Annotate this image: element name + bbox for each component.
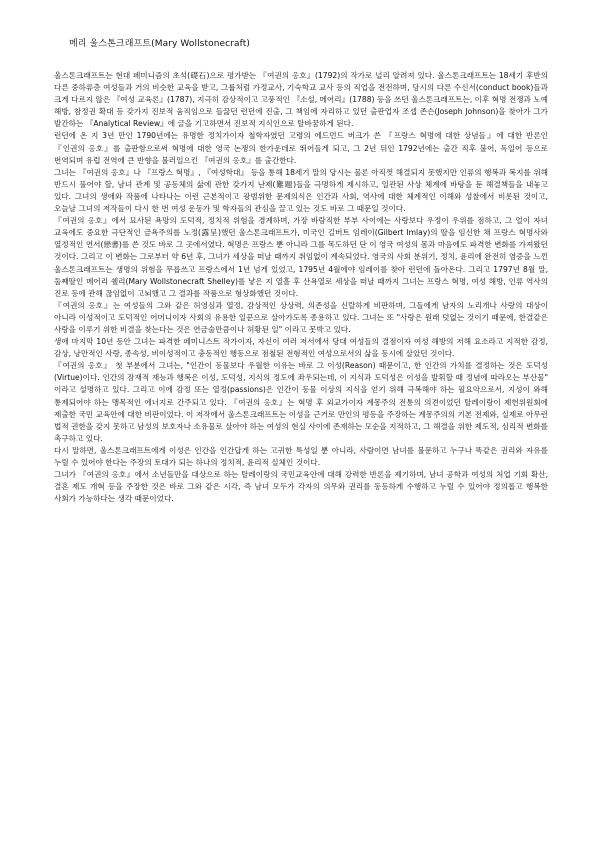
paragraph: 『여권의 옹호』 첫 부분에서 그녀는, "인간이 동물보다 우월한 이유는 바로 그 이성(Reason) 때문이고, 한 인간의 가치를 결정하는 것은 도덕성(Virtue)이다. 인간의 잠재적 재능과 행복은 이성, 도덕성, 지식의 정도에 좌우되는데, 이 지식과 도덕성은 이성을 발휘할 때 정념에 따라오는 부산물" 이라고 설명하고 있다. 그리고 이에 감정 또는 열정(passions)은 인간이 동물 이상의 지식을 얻기 위해 극복해야 하는 필요악으로서, 지성이 와해 통제되어야 하는 맹목적인 에너지로 간주되고 있다. 『여권의 옹호』는 혁명 후 외교가이자 계몽주의 전통의 의견이었던 탈레이랑이 제헌위원회에 제출한 국민 교육안에 대한 비판이었다. 이 저작에서 울스톤크래프트는 이성을 근거로 만인의 평등을 주장하는 계몽주의의 기본 전제와, 실제로 아무런 법적 권한을 갖지 못하고 남성의 보호자나 소유물로 살아야 하는 여성의 현실 사이에 존재하는 모순을 지적하고, 그 해결을 위한 제도적, 심리적 변화를 촉구하고 있다. [54, 361, 548, 443]
paragraph: 생애 마지막 10년 동안 그녀는 파격한 페미니스트 작가이자, 자신이 여러 저서에서 당대 여성들의 결점이자 여성 해방의 저해 요소라고 지적한 감정, 감상, 낭만적인 사랑, 종속성, 비이성적이고 충동적인 행동으로 점철된 전형적인 여성으로서의 삶을 동시에 살았던 것이다. [54, 337, 548, 359]
document-title: 메리 울스톤크래프트(Mary Wollstonecraft) [69, 39, 250, 49]
paragraph: 울스톤크래프트는 현대 페미니즘의 초석(礎石)으로 평가받는 『여권의 옹호』(1792)의 작가로 널리 알려져 있다. 울스톤크래프트는 18세기 후반의 다른 중하류층 여성들과 거의 비슷한 교육을 받고, 그룹처럼 가정교사, 기숙학교 교사 등의 직업을 전전하며, 당시의 다른 수신서(conduct book)들과 크게 다르지 않은 『여성 교육론』(1787), 지극히 감상적이고 고풍적인 『소설, 메어리』(1788) 등을 쓰던 울스톤크래프트는, 이후 혁명 전쟁과 노예 해방, 참정권 확대 등 갖가지 진보적 움직임으로 들끓던 런던에 진출, 그 책임에 자리하고 있던 출판업자 조셉 존슨(Joseph Johnson)을 찾아가 그가 발간하는 『Analytical Review』에 글을 기고하면서 진보적 지식인으로 탈바꿈하게 된다. [54, 71, 549, 129]
paragraph: 그녀가 『여권의 옹호』에서 소년들만을 대상으로 하는 탈레이랑의 국민교육안에 대해 강력한 반론을 제기하며, 남녀 공학과 여성의 처업 기회 확산, 결혼 제도 개혁 등을 주장한 것은 바로 그와 같은 시각, 즉 남녀 모두가 각자의 의무와 권리를 동등하게 수행하고 누릴 수 있어야 정의롭고 행복한 사회가 가능하다는 생각 때문이었다. [54, 470, 548, 504]
paragraph: 그녀는 『여권의 옹호』나 『프랑스 혁명』, 『여성학대』 등을 통해 18세기 말의 당시는 물론 아직껏 해결되지 못했지만 인류의 행복과 복지를 위해 반드시 풀어야 할, 남녀 관계 및 공동체의 삶에 관한 갖가지 난제(難題)들을 극명하게 제시하고, 일관된 사상 체계에 바탕을 둔 해결책들을 내놓고 있다. 그녀의 생애와 작품에 나타나는 이런 근본적이고 광범위한 문제의식은 인간과 사회, 역사에 대한 체계적인 이해와 성찰에서 비롯된 것이고, 오늘날 그녀의 저작들이 다시 한 번 여성 운동가 및 학자들의 관심을 끌고 있는 것도 바로 그 때문일 것이다. [54, 167, 548, 214]
paragraph: 런던에 온 지 3년 만인 1790년에는 유명한 정치가이자 철학자였던 고령의 에드먼드 버크가 쓴 『프랑스 혁명에 대한 상념들』에 대한 반론인 『인권의 옹호』를 출판함으로써 혁명에 대한 영국 논쟁의 한가운데로 뛰어들게 되고, 그 2년 뒤인 1792년에는 출간 직후 불어, 독일어 등으로 번역되며 유럽 전역에 큰 반향을 불러일으킨 『여권의 옹호』를 출간한다. [54, 131, 548, 165]
document-body [54, 70, 548, 505]
paragraph: 『여권의 옹호』에서 묘사된 욕망의 도덕적, 정치적 위험을 경계하며, 가장 바람직한 부부 사이에는 사랑보다 우정이 우위를 점하고, 그 얼이 자녀 교육에도 중요한 극단적인 금욕주의를 노정(露呈)했던 울스톤크래프트가, 미국인 길버트 임레이(Gilbert Imlay)의 딸을 임신한 채 프랑스 혁명사와 열정적인 연서(戀書)를 쓴 것도 바로 그 곳에서였다. 혁명은 프랑스 뿐 아니라 그를 목도하던 단 이 영국 여성의 몸과 마음에도 파격한 변화를 가져왔던 것이다. 그리고 이 변화는 그로부터 약 6년 후, 그녀가 세상을 떠날 때까지 취임없이 계속되었다. 영국의 사회 분위기, 정치, 윤리에 완전히 염증을 느낀 울스톤크래프트는 생명의 위험을 무릅쓰고 프랑스에서 1년 넘게 있었고, 1795년 4월에야 임레이를 찾아 런던에 돌아온다. 그리고 1797년 8월 말, 둘째딸인 메어리 쉘리(Mary Wollstonecraft Shelley)를 낳은 지 열흘 후 산욕열로 세상을 떠날 때까지 그녀는 프랑스 혁명, 여성 해방, 인류 역사의 진로 등에 관해 끊임없이 고뇌했고 그 결과를 작품으로 형상화했던 것이다. [54, 216, 548, 298]
paragraph: 『여권의 옹호』는 여성들의 그와 같은 허영심과 열정, 감상적인 상상력, 의존성을 신랄하게 비판하며, 그들에게 남자의 노리개나 사랑의 대상이 아니라 이성적이고 도덕적인 어머니이자 사회의 유용한 일꾼으로 살아가도록 종용하고 있다. 그녀는 또 "사랑은 원래 덧없는 것이기 때문에, 한결같은 사랑을 이루기 위한 비결을 찾는다는 것은 연금술만큼이나 허황된 일" 이라고 못박고 있다. [54, 300, 548, 334]
paragraph: 다시 말하면, 울스톤크래프트에게 이성은 인간을 인간답게 하는 고귀한 특성일 뿐 아니라, 사람이면 남녀를 불문하고 누구나 똑같은 권리와 자유를 누릴 수 있어야 한다는 주장의 토대가 되는 하나의 정치적, 윤리적 실체인 것이다. [54, 445, 548, 467]
